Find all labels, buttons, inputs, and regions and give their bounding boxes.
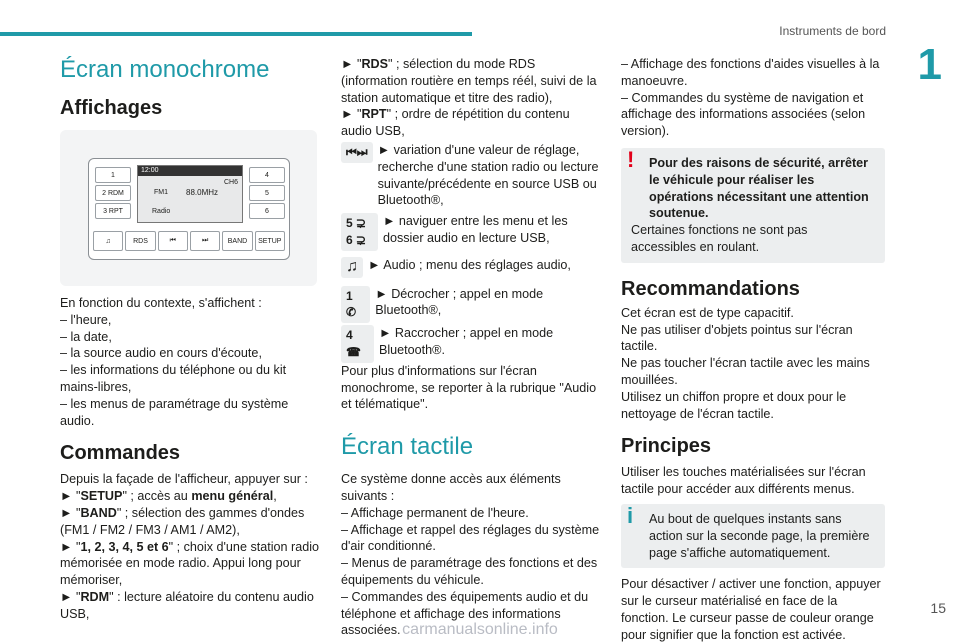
command-item <box>60 589 322 623</box>
list-item: – Affichage des fonctions d'aides visuelles à la manoeuvre. <box>621 57 880 88</box>
bottom-button-row <box>93 231 285 251</box>
preset-button-1: 1 <box>95 167 131 183</box>
device-panel <box>88 158 290 260</box>
cmd-key: RDM <box>80 589 110 604</box>
page-number: 15 <box>930 600 946 616</box>
column-3 <box>621 56 885 644</box>
phone-hangup-icon: 4 ☎ <box>341 325 374 363</box>
preset-button-2: 2 RDM <box>95 185 131 201</box>
cmd-prefix: ► " <box>341 107 362 122</box>
audio-button: ♫ <box>93 231 123 251</box>
next-button: ⏭ <box>190 231 220 251</box>
list-item: – les informations du téléphone ou du kit mains-libres, <box>60 363 287 394</box>
screen-channel: CH6 <box>223 179 238 186</box>
preset-button-6: 6 <box>249 203 285 219</box>
icon-item-folder <box>341 213 603 251</box>
icon-item-seek <box>341 142 603 209</box>
chapter-number: 1 <box>917 40 942 89</box>
heading-affichages: Affichages <box>60 97 163 119</box>
screen-band: FM1 <box>154 189 168 196</box>
icon-item-text: ► variation d'une valeur de réglage, recherche d'une station radio ou lecture suivante/précédente en source USB ou Bluetooth®, <box>377 142 599 208</box>
cmd-key: BAND <box>80 505 117 520</box>
cmd-text: " : lecture aléatoire du contenu audio USB, <box>60 589 314 621</box>
cmd-text: , <box>273 489 277 504</box>
list-item: – Affichage permanent de l'heure. <box>341 505 529 520</box>
reco-line: Cet écran est de type capacitif. <box>621 305 794 320</box>
cmd-prefix: ► " <box>60 505 81 520</box>
cmd-prefix: ► " <box>60 589 81 604</box>
more-info-text: Pour plus d'informations sur l'écran monochrome, se reporter à la rubrique "Audio et télématique". <box>341 363 597 412</box>
setup-button: SETUP <box>255 231 285 251</box>
section-header: Instruments de bord <box>779 24 886 38</box>
cmd-key: 1, 2, 3, 4, 5 et 6 <box>80 539 169 554</box>
list-item: – Menus de paramétrage des fonctions et des équipements du véhicule. <box>341 556 598 587</box>
command-item <box>60 539 322 589</box>
cmd-text: " ; sélection des gammes d'ondes (FM1 / FM2 / FM3 / AM1 / AM2), <box>60 505 305 537</box>
affichages-intro: En fonction du contexte, s'affichent : <box>60 296 262 310</box>
preset-button-5: 5 <box>249 185 285 201</box>
info-icon: i <box>627 502 634 528</box>
rds-button: RDS <box>125 231 155 251</box>
reco-line: Utilisez un chiffon propre et doux pour le nettoyage de l'écran tactile. <box>621 389 847 421</box>
cmd-prefix: ► " <box>60 489 81 504</box>
warning-bold-text: Pour des raisons de sécurité, arrêter le véhicule pour réaliser les opérations nécessitant une attention soutenue. <box>649 155 869 221</box>
list-item: – Commandes du système de navigation et affichage des informations associées (selon version). <box>621 90 866 139</box>
warning-exclamation-icon: ! <box>627 146 635 172</box>
icon-item-text: ► Raccrocher ; appel en mode Bluetooth®. <box>378 326 554 357</box>
list-item: – Affichage et rappel des réglages du système d'air conditionné. <box>341 522 600 554</box>
info-text: Au bout de quelques instants sans action sur la seconde page, la première page s'affiche automatiquement. <box>649 511 870 560</box>
tactile-intro: Ce système donne accès aux éléments suivants : <box>341 472 561 503</box>
cmd-key: RDS <box>361 57 389 71</box>
command-item <box>60 488 322 505</box>
icon-item-audio <box>341 257 603 278</box>
cmd-bold: menu général <box>191 489 274 504</box>
heading-recommandations: Recommandations <box>621 277 800 300</box>
icon-item-answer <box>341 286 603 324</box>
column-1-body <box>60 295 322 623</box>
list-item: – les menus de paramétrage du système audio. <box>60 396 289 428</box>
screen-source: Radio <box>152 208 171 215</box>
final-text: Pour désactiver / activer une fonction, appuyer sur le curseur matérialisé en face de la fonction. Le curseur passe de couleur orange pour signifier que la fonction est activée. <box>621 577 881 642</box>
list-item: – Commandes des équipements audio et du téléphone et affichage des informations associées. <box>341 589 589 638</box>
list-item: – la source audio en cours d'écoute, <box>60 346 262 361</box>
commandes-intro: Depuis la façade de l'afficheur, appuyer sur : <box>60 472 308 487</box>
cmd-text: " ; ordre de répétition du contenu audio USB, <box>341 107 570 139</box>
icon-item-text: ► naviguer entre les menu et les dossier audio en lecture USB, <box>382 214 568 245</box>
header-accent-bar <box>0 32 472 36</box>
list-item: – la date, <box>60 329 112 344</box>
info-box <box>621 504 885 568</box>
cmd-key: RPT <box>361 107 387 122</box>
heading-commandes: Commandes <box>60 442 181 465</box>
music-note-icon: ♫ <box>341 257 363 278</box>
display-screen <box>137 165 243 223</box>
safety-warning-box <box>621 148 885 263</box>
screen-frequency: 88.0MHz <box>186 188 219 197</box>
cmd-text: " ; accès au <box>122 489 192 504</box>
preset-button-3: 3 RPT <box>95 203 131 219</box>
phone-answer-icon: 1 ✆ <box>341 286 370 324</box>
watermark: carmanualsonline.info <box>402 621 558 638</box>
screen-time: 12:00 <box>141 167 159 174</box>
title-ecran-monochrome: Écran monochrome <box>60 56 270 83</box>
icon-item-text: ► Audio ; menu des réglages audio, <box>368 257 571 272</box>
reco-line: Ne pas toucher l'écran tactile avec les mains mouillées. <box>621 356 870 387</box>
previous-button: ⏮ <box>158 231 188 251</box>
cmd-key: SETUP <box>80 489 123 504</box>
column-1 <box>60 56 322 120</box>
cmd-prefix: ► " <box>60 539 81 554</box>
title-ecran-tactile: Écran tactile <box>341 433 474 461</box>
icon-item-hangup <box>341 325 603 363</box>
warning-text: Certaines fonctions ne sont pas accessibles en roulant. <box>631 223 808 254</box>
reco-line: Ne pas utiliser d'objets pointus sur l'écran tactile. <box>621 322 853 354</box>
seek-icon: ⏮⏭ <box>341 142 373 163</box>
folder-nav-icon: 5 ⊋ 6 ⊋ <box>341 213 378 251</box>
column-2 <box>341 56 603 639</box>
icon-item-text: ► Décrocher ; appel en mode Bluetooth®, <box>375 286 544 318</box>
command-item <box>341 106 603 140</box>
cmd-text: " ; choix d'une station radio mémorisée en mode radio. Appui long pour mémoriser, <box>60 539 320 588</box>
heading-principes: Principes <box>621 435 712 458</box>
cmd-text: " ; sélection du mode RDS (information routière en temps réél, suivi de la station automatique et titre des radio), <box>341 57 597 105</box>
list-item: – l'heure, <box>60 312 112 327</box>
principes-text: Utiliser les touches matérialisées sur l'écran tactile pour accéder aux différents menus. <box>621 465 866 497</box>
band-button: BAND <box>222 231 252 251</box>
command-item <box>341 56 603 106</box>
monochrome-screen-illustration <box>60 130 317 286</box>
cmd-prefix: ► " <box>341 57 362 71</box>
command-item <box>60 505 322 539</box>
preset-button-4: 4 <box>249 167 285 183</box>
